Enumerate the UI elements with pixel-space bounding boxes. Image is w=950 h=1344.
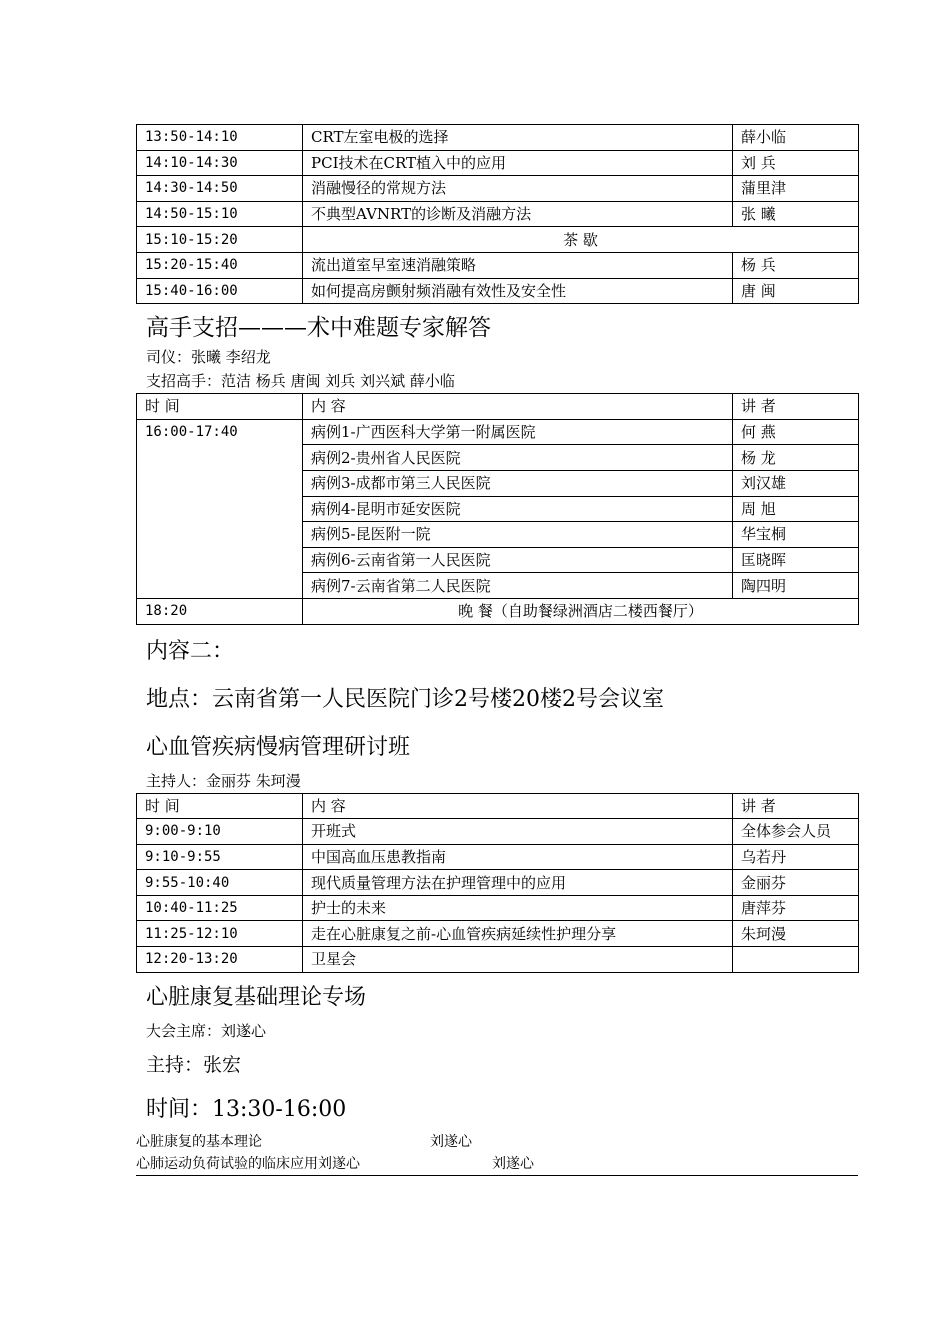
speaker-cell: 何 燕 — [733, 419, 859, 445]
time-cell: 16:00-17:40 — [137, 419, 303, 598]
topic-cell: 如何提高房颤射频消融有效性及安全性 — [303, 278, 733, 304]
header-topic: 内 容 — [303, 793, 733, 819]
topic-cell: 流出道室早室速消融策略 — [303, 252, 733, 278]
topic-cell: 走在心脏康复之前-心血管疾病延续性护理分享 — [303, 921, 733, 947]
time-cell: 13:50-14:10 — [137, 125, 303, 151]
time-cell: 9:10-9:55 — [137, 844, 303, 870]
topic-cell: 不典型AVNRT的诊断及消融方法 — [303, 201, 733, 227]
topic-cell: CRT左室电极的选择 — [303, 125, 733, 151]
talk-list — [136, 1131, 858, 1176]
topic-cell: 中国高血压患教指南 — [303, 844, 733, 870]
speaker-cell: 刘 兵 — [733, 150, 859, 176]
table-row — [137, 921, 859, 947]
speaker-cell: 全体参会人员 — [733, 819, 859, 845]
topic-cell: 病例2-贵州省人民医院 — [303, 445, 733, 471]
chair-line: 大会主席：刘遂心 — [146, 1021, 267, 1040]
speaker-cell: 杨 龙 — [733, 445, 859, 471]
time-cell: 9:55-10:40 — [137, 870, 303, 896]
document-page — [136, 124, 858, 1176]
topic-cell: 现代质量管理方法在护理管理中的应用 — [303, 870, 733, 896]
topic-cell: 消融慢径的常规方法 — [303, 176, 733, 202]
hosts-line: 主持人：金丽芬 朱珂漫 — [146, 771, 301, 790]
topic-cell: 病例1-广西医科大学第一附属医院 — [303, 419, 733, 445]
talk-topic: 心脏康复的基本理论 — [136, 1133, 262, 1150]
table-row — [137, 150, 859, 176]
table-row — [137, 125, 859, 151]
moderator-line: 司仪：张曦 李绍龙 — [146, 348, 271, 367]
host-line: 主持：张宏 — [146, 1053, 242, 1076]
section-title: 心脏康复基础理论专场 — [146, 984, 367, 1010]
talk-speaker: 刘遂心 — [492, 1155, 534, 1172]
header-time: 时 间 — [137, 394, 303, 420]
table-header-row — [137, 793, 859, 819]
topic-cell: 病例5-昆医附一院 — [303, 522, 733, 548]
table-row — [137, 176, 859, 202]
time-cell: 15:40-16:00 — [137, 278, 303, 304]
time-cell: 15:10-15:20 — [137, 227, 303, 253]
table-row — [137, 870, 859, 896]
speaker-cell: 蒲里津 — [733, 176, 859, 202]
speaker-cell: 唐 闽 — [733, 278, 859, 304]
location-line: 地点：云南省第一人民医院门诊2号楼20楼2号会议室 — [146, 686, 664, 712]
time-cell: 14:50-15:10 — [137, 201, 303, 227]
speaker-cell: 金丽芬 — [733, 870, 859, 896]
speaker-cell: 刘汉雄 — [733, 470, 859, 496]
header-speaker: 讲 者 — [733, 793, 859, 819]
topic-cell: PCI技术在CRT植入中的应用 — [303, 150, 733, 176]
time-cell: 18:20 — [137, 598, 303, 624]
list-item — [136, 1153, 858, 1175]
table-row — [137, 947, 859, 973]
topic-cell: 病例4-昆明市延安医院 — [303, 496, 733, 522]
speaker-cell: 张 曦 — [733, 201, 859, 227]
speaker-cell: 乌若丹 — [733, 844, 859, 870]
section-title: 高手支招———术中难题专家解答 — [146, 315, 491, 342]
table-row — [137, 895, 859, 921]
table-row — [137, 844, 859, 870]
time-cell: 10:40-11:25 — [137, 895, 303, 921]
header-time: 时 间 — [137, 793, 303, 819]
time-cell: 12:20-13:20 — [137, 947, 303, 973]
time-line: 时间：13:30-16:00 — [146, 1096, 347, 1122]
speaker-cell: 华宝桐 — [733, 522, 859, 548]
talk-speaker: 刘遂心 — [430, 1133, 472, 1150]
header-speaker: 讲 者 — [733, 394, 859, 420]
speaker-cell: 陶四明 — [733, 573, 859, 599]
table-row — [137, 252, 859, 278]
speaker-cell: 周 旭 — [733, 496, 859, 522]
topic-cell: 开班式 — [303, 819, 733, 845]
table-row — [137, 819, 859, 845]
speaker-cell: 唐萍芬 — [733, 895, 859, 921]
topic-cell: 卫星会 — [303, 947, 733, 973]
speaker-cell: 匡晓晖 — [733, 547, 859, 573]
table-row — [137, 278, 859, 304]
list-item — [136, 1131, 858, 1153]
time-cell: 11:25-12:10 — [137, 921, 303, 947]
content-two-heading: 内容二： — [146, 638, 235, 664]
break-cell: 茶 歇 — [303, 227, 859, 253]
table-row — [137, 201, 859, 227]
table-row — [137, 598, 859, 624]
dinner-cell: 晚 餐（自助餐绿洲酒店二楼西餐厅） — [303, 598, 859, 624]
experts-line: 支招高手：范洁 杨兵 唐闽 刘兵 刘兴斌 薛小临 — [146, 372, 455, 391]
speaker-cell: 薛小临 — [733, 125, 859, 151]
time-cell: 15:20-15:40 — [137, 252, 303, 278]
time-cell: 14:10-14:30 — [137, 150, 303, 176]
table-row — [137, 227, 859, 253]
schedule-table-1 — [136, 124, 859, 304]
topic-cell: 病例6-云南省第一人民医院 — [303, 547, 733, 573]
time-cell: 9:00-9:10 — [137, 819, 303, 845]
section-title: 心血管疾病慢病管理研讨班 — [146, 734, 411, 760]
speaker-cell: 杨 兵 — [733, 252, 859, 278]
speaker-cell — [733, 947, 859, 973]
time-cell: 14:30-14:50 — [137, 176, 303, 202]
topic-cell: 病例7-云南省第二人民医院 — [303, 573, 733, 599]
topic-cell: 病例3-成都市第三人民医院 — [303, 470, 733, 496]
table-header-row — [137, 394, 859, 420]
topic-cell: 护士的未来 — [303, 895, 733, 921]
header-topic: 内 容 — [303, 394, 733, 420]
schedule-table-3 — [136, 793, 859, 973]
table-row — [137, 419, 859, 445]
schedule-table-2 — [136, 393, 859, 624]
talk-topic: 心肺运动负荷试验的临床应用刘遂心 — [136, 1155, 360, 1172]
speaker-cell: 朱珂漫 — [733, 921, 859, 947]
